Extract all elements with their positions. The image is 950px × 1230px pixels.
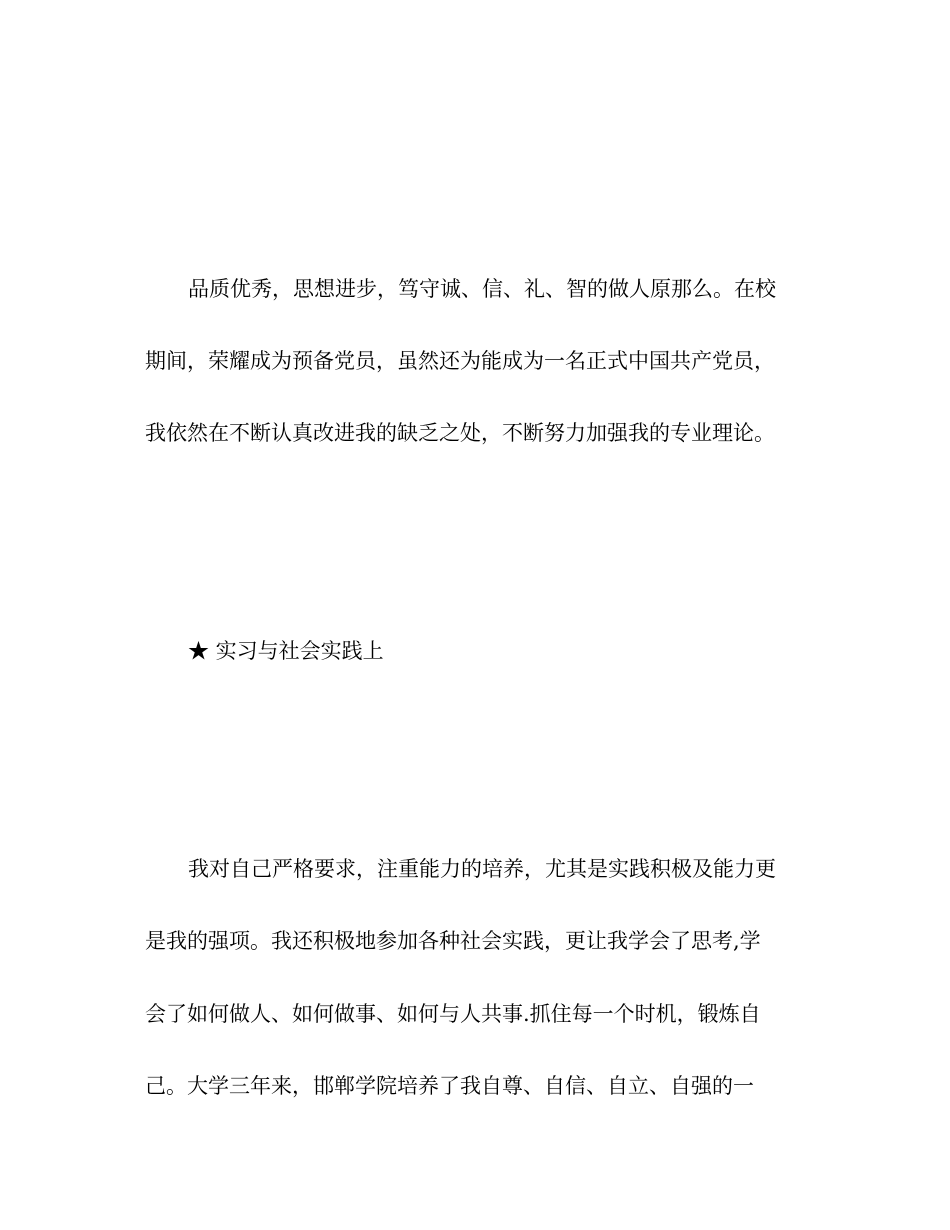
paragraph-2-line-4: 己。大学三年来，邯郸学院培养了我自尊、自信、自立、自强的一 [145,1074,754,1098]
paragraph-2-line-2: 是我的强项。我还积极地参加各种社会实践，更让我学会了思考,学 [145,929,761,953]
section-heading: ★ 实习与社会实践上 [188,639,384,663]
paragraph-1-line-2: 期间，荣耀成为预备党员，虽然还为能成为一名正式中国共产党员， [145,349,775,373]
paragraph-2-line-3: 会了如何做人、如何做事、如何与人共事.抓住每一个时机，锻炼自 [145,1002,761,1026]
paragraph-1-line-1: 品质优秀，思想进步，笃守诚、信、礼、智的做人原那么。在校 [188,277,776,301]
paragraph-1-line-3: 我依然在不断认真改进我的缺乏之处，不断努力加强我的专业理论。 [145,421,775,445]
paragraph-2-line-1: 我对自己严格要求，注重能力的培养，尤其是实践积极及能力更 [188,857,776,881]
